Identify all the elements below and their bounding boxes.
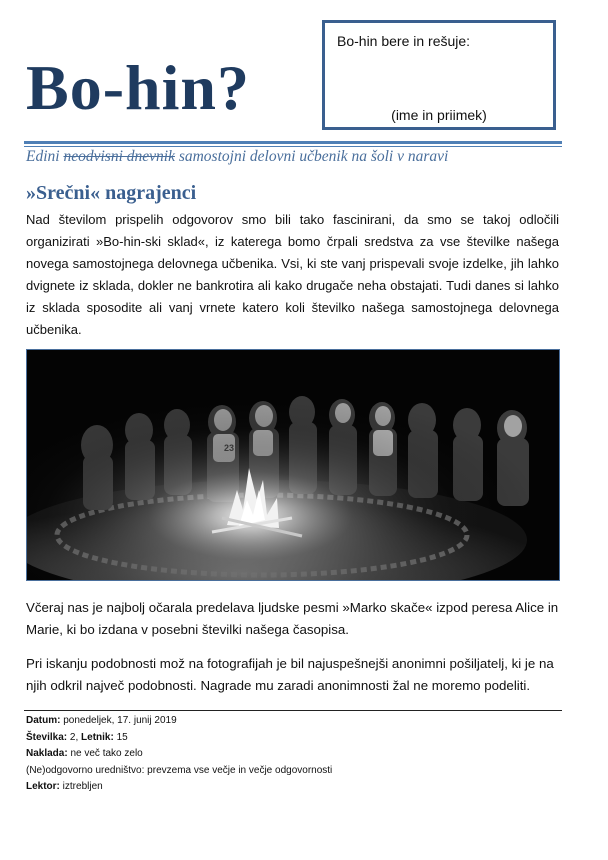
imprint-print-value: ne več tako zelo xyxy=(67,748,143,759)
imprint-print-label: Naklada: xyxy=(26,748,68,759)
subscriber-label: Bo-hin bere in rešuje: xyxy=(337,33,471,49)
article-headline: »Srečni« nagrajenci xyxy=(26,182,197,204)
article-intro: Nad številom prispelih odgovorov smo bili tako fascinirani, da smo se takoj odločili organizirati »Bo-hin-ski sklad«, iz katerega bomo črpali sredstva za vse številke našega novega samostojnega delovnega učbenika. Vsi, ki ste vanj prispevali svoje izdelke, jih lahko dvignete iz sklada, dokler ne bankrotira ali kako drugače neha obstajati. Tudi danes si lahko iz sklada sposodite ali vanj vrnete katero koli številko našega samostojnega delovnega učbenika. xyxy=(26,212,559,337)
imprint-print-run xyxy=(26,746,566,763)
imprint-date xyxy=(26,713,566,730)
imprint-issue-label: Številka: xyxy=(26,731,68,743)
imprint-proof-value: iztrebljen xyxy=(59,781,103,792)
imprint-date-label: Datum: xyxy=(26,715,61,726)
imprint-issue xyxy=(26,730,566,747)
imprint-issue-value: 2, xyxy=(67,731,82,743)
masthead-title: Bo-hin? xyxy=(26,52,250,123)
imprint-year-value: 15 xyxy=(113,731,128,743)
imprint-editor-value: prevzema vse večje in večje odgovornosti xyxy=(144,764,333,776)
tagline-start: Edini xyxy=(26,148,64,165)
tagline-struck-text: neodvisni dnevnik xyxy=(63,148,175,165)
header-rule-thin xyxy=(24,146,562,147)
header-rule xyxy=(24,141,562,144)
tagline xyxy=(26,148,566,166)
imprint-date-value: ponedeljek, 17. junij 2019 xyxy=(60,715,177,726)
imprint-editor xyxy=(26,763,566,780)
imprint xyxy=(26,713,566,796)
imprint-editor-label: (Ne)odgovorno uredništvo: xyxy=(26,764,145,776)
article-paragraph-2: Včeraj nas je najbolj očarala predelava ljudske pesmi »Marko skače« izpod peresa Alice in Marie, ki bo izdana v posebni številki našega časopisa. xyxy=(26,600,559,637)
footer-rule xyxy=(24,710,562,711)
subscriber-caption: (ime in priimek) xyxy=(391,107,487,123)
subscriber-name-box[interactable] xyxy=(322,20,556,130)
article-paragraph-3: Pri iskanju podobnosti mož na fotografijah je bil najuspešnejši anonimni pošiljatelj, ki je na njih odkril največ podobnosti. Nagrade mu zaradi anonimnosti žal ne moremo podeliti. xyxy=(26,656,554,693)
imprint-proofreader xyxy=(26,779,566,796)
tagline-end: samostojni delovni učbenik na šoli v naravi xyxy=(174,148,449,165)
campfire-photo xyxy=(26,349,560,581)
imprint-year-label: Letnik: xyxy=(81,731,114,743)
imprint-proof-label: Lektor: xyxy=(26,781,60,792)
